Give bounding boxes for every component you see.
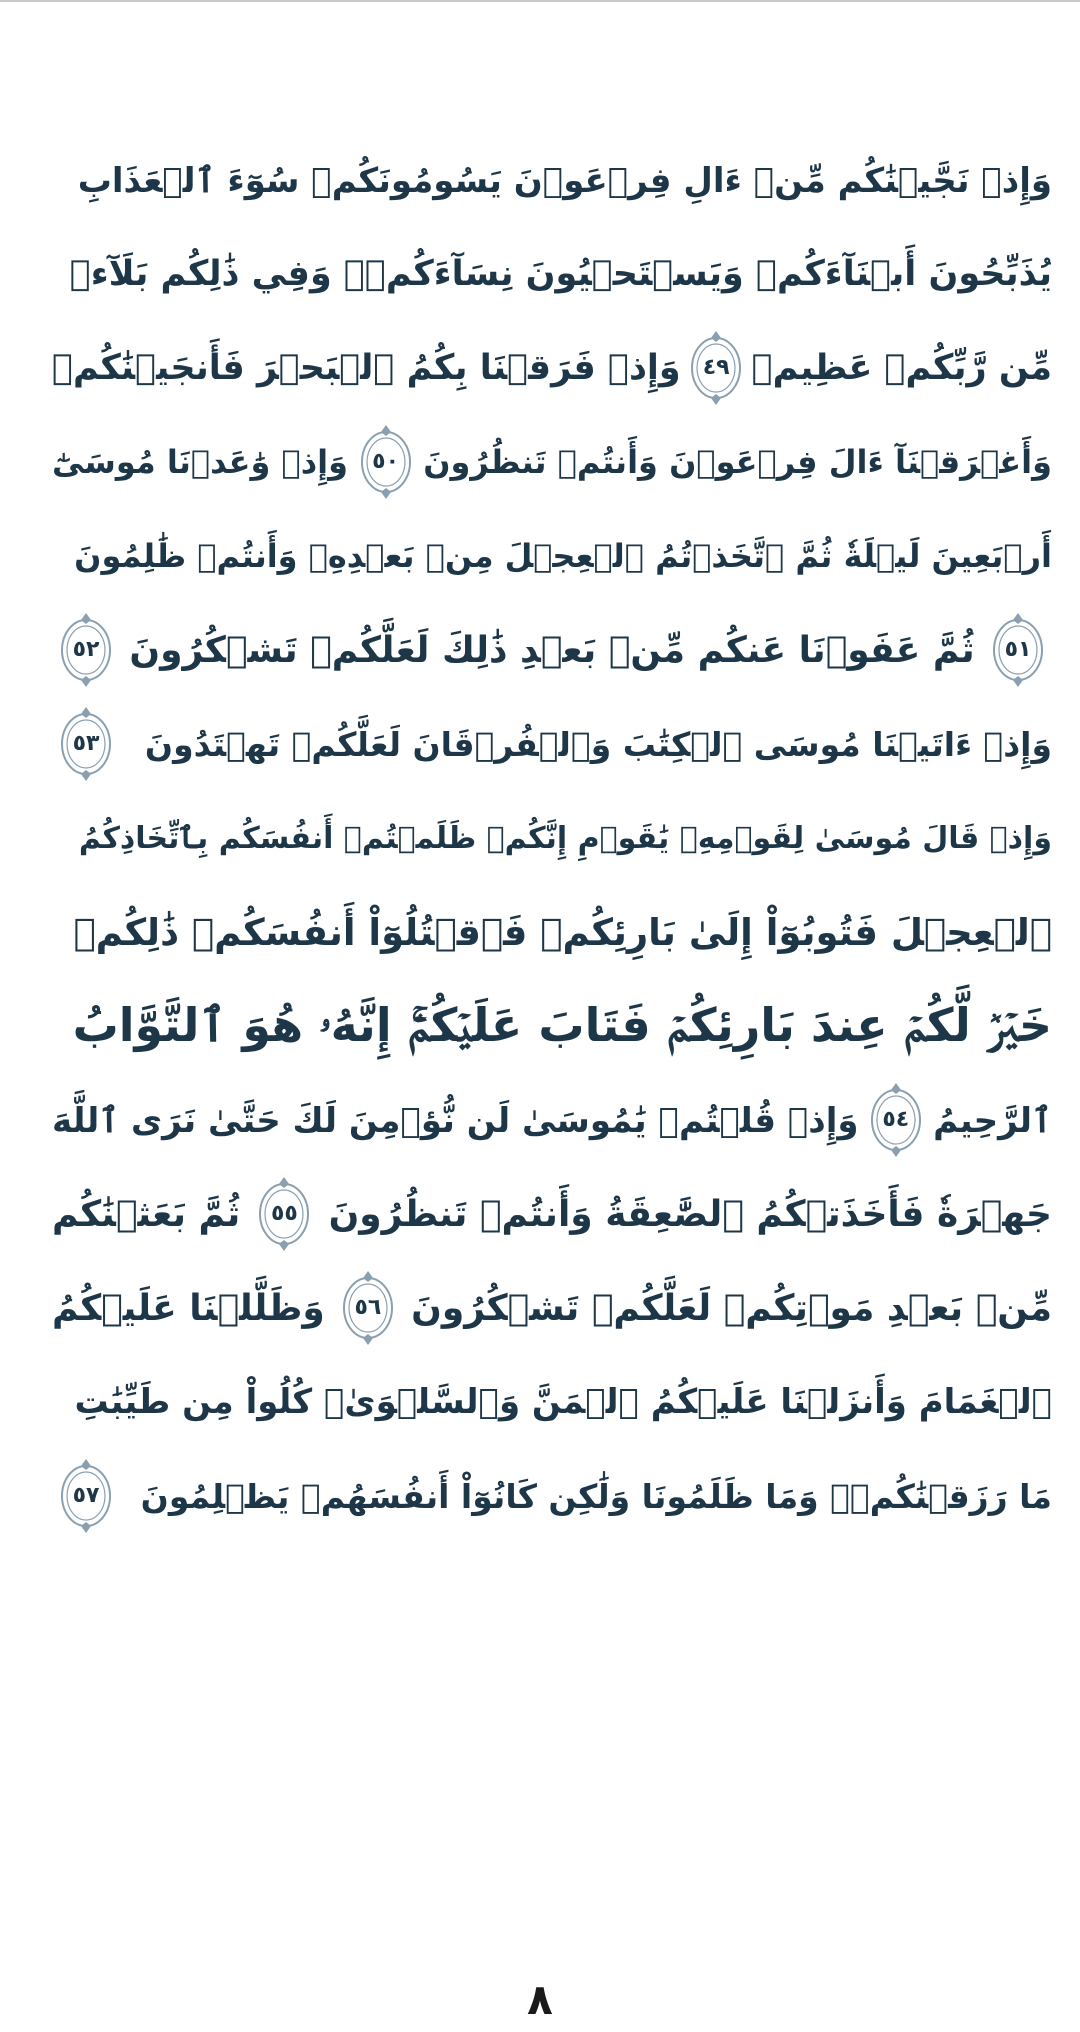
verse-text: مِّن رَّبِّكُمۡ عَظِيمٞ <box>751 348 1052 388</box>
ayah-number: ٤٩ <box>702 355 730 380</box>
text-line <box>52 412 1052 512</box>
text-line <box>52 130 1052 230</box>
ayah-end-marker <box>58 705 114 783</box>
ayah-number: ٥٧ <box>72 1483 100 1508</box>
text-line <box>52 600 1052 700</box>
text-line <box>52 1446 1052 1546</box>
verse-text: ٱلۡعِجۡلَ فَتُوبُوٓاْ إِلَىٰ بَارِئِكُمۡ فَٱقۡتُلُوٓاْ أَنفُسَكُمۡ ذَٰلِكُمۡ <box>73 910 1052 954</box>
verse-text: وَأَغۡرَقۡنَآ ءَالَ فِرۡعَوۡنَ وَأَنتُمۡ تَنظُرُونَ <box>423 443 1052 481</box>
verse-text: وَظَلَّلۡنَا عَلَيۡكُمُ <box>52 1287 325 1329</box>
ayah-end-marker <box>340 1269 396 1347</box>
ayah-number: ٥٥ <box>271 1201 298 1226</box>
text-line <box>52 1070 1052 1170</box>
verse-text: وَإِذۡ وَٰعَدۡنَا مُوسَىٰٓ <box>52 443 348 481</box>
text-line <box>52 506 1052 606</box>
text-line <box>52 882 1052 982</box>
page-number: ٨ <box>527 1975 553 2024</box>
ayah-end-marker <box>358 423 414 501</box>
verse-text: خَيۡرٞ لَّكُمۡ عِندَ بَارِئِكُمۡ فَتَابَ عَلَيۡكُمۡۚ إِنَّهُۥ هُوَ ٱلتَّوَّابُ <box>72 998 1052 1052</box>
ayah-end-marker <box>256 1175 312 1253</box>
ayah-number: ٥٢ <box>72 637 100 662</box>
ayah-end-marker <box>688 329 744 407</box>
ayah-end-marker <box>990 611 1046 689</box>
text-line <box>52 788 1052 888</box>
verse-text: أَرۡبَعِينَ لَيۡلَةٗ ثُمَّ ٱتَّخَذۡتُمُ ٱلۡعِجۡلَ مِنۢ بَعۡدِهِۦ وَأَنتُمۡ ظَٰلِمُونَ <box>74 537 1052 575</box>
ayah-end-marker <box>58 611 114 689</box>
verse-text: وَإِذۡ نَجَّيۡنَٰكُم مِّنۡ ءَالِ فِرۡعَوۡنَ يَسُومُونَكُمۡ سُوٓءَ ٱلۡعَذَابِ <box>77 160 1052 201</box>
verse-text: وَإِذۡ قُلۡتُمۡ يَٰمُوسَىٰ لَن نُّؤۡمِنَ لَكَ حَتَّىٰ نَرَى ٱللَّهَ <box>52 1100 859 1141</box>
verse-text: وَإِذۡ فَرَقۡنَا بِكُمُ ٱلۡبَحۡرَ فَأَنجَيۡنَٰكُمۡ <box>52 348 681 388</box>
ayah-number: ٥٠ <box>372 449 399 474</box>
ayah-number: ٥٦ <box>354 1295 382 1320</box>
text-line <box>52 318 1052 418</box>
ayah-end-marker <box>868 1081 924 1159</box>
text-line <box>52 1352 1052 1452</box>
text-line <box>52 224 1052 324</box>
ayah-number: ٥١ <box>1004 637 1032 662</box>
text-line <box>52 976 1052 1076</box>
text-line <box>52 694 1052 794</box>
verse-text: ٱلۡغَمَامَ وَأَنزَلۡنَا عَلَيۡكُمُ ٱلۡمَنَّ وَٱلسَّلۡوَىٰۖ كُلُواْ مِن طَيِّبَٰتِ <box>74 1382 1052 1422</box>
ayah-end-marker <box>58 1457 114 1535</box>
verse-text: مِّنۢ بَعۡدِ مَوۡتِكُمۡ لَعَلَّكُمۡ تَشۡكُرُونَ <box>411 1287 1052 1329</box>
ayah-number: ٥٣ <box>72 731 100 756</box>
verse-text: ثُمَّ عَفَوۡنَا عَنكُم مِّنۢ بَعۡدِ ذَٰلِكَ لَعَلَّكُمۡ تَشۡكُرُونَ <box>129 629 975 671</box>
verse-text: وَإِذۡ ءَاتَيۡنَا مُوسَى ٱلۡكِتَٰبَ وَٱلۡفُرۡقَانَ لَعَلَّكُمۡ تَهۡتَدُونَ <box>144 724 1052 764</box>
verse-text: وَإِذۡ قَالَ مُوسَىٰ لِقَوۡمِهِۦ يَٰقَوۡمِ إِنَّكُمۡ ظَلَمۡتُمۡ أَنفُسَكُم بِٱتِّخَاذِكُمُ <box>78 820 1052 856</box>
ayah-number: ٥٤ <box>882 1107 910 1132</box>
text-line <box>52 1164 1052 1264</box>
verse-text: جَهۡرَةٗ فَأَخَذَتۡكُمُ ٱلصَّٰعِقَةُ وَأَنتُمۡ تَنظُرُونَ <box>328 1193 1052 1235</box>
verse-text: ٱلرَّحِيمُ <box>933 1100 1052 1141</box>
verse-text: ثُمَّ بَعَثۡنَٰكُم <box>52 1193 241 1235</box>
verse-text: مَا رَزَقۡنَٰكُمۡۚ وَمَا ظَلَمُونَا وَلَٰكِن كَانُوٓاْ أَنفُسَهُمۡ يَظۡلِمُونَ <box>140 1476 1052 1516</box>
verse-text: يُذَبِّحُونَ أَبۡنَآءَكُمۡ وَيَسۡتَحۡيُونَ نِسَآءَكُمۡۚ وَفِي ذَٰلِكُم بَلَآءٞ <box>69 254 1052 294</box>
text-line <box>52 1258 1052 1358</box>
